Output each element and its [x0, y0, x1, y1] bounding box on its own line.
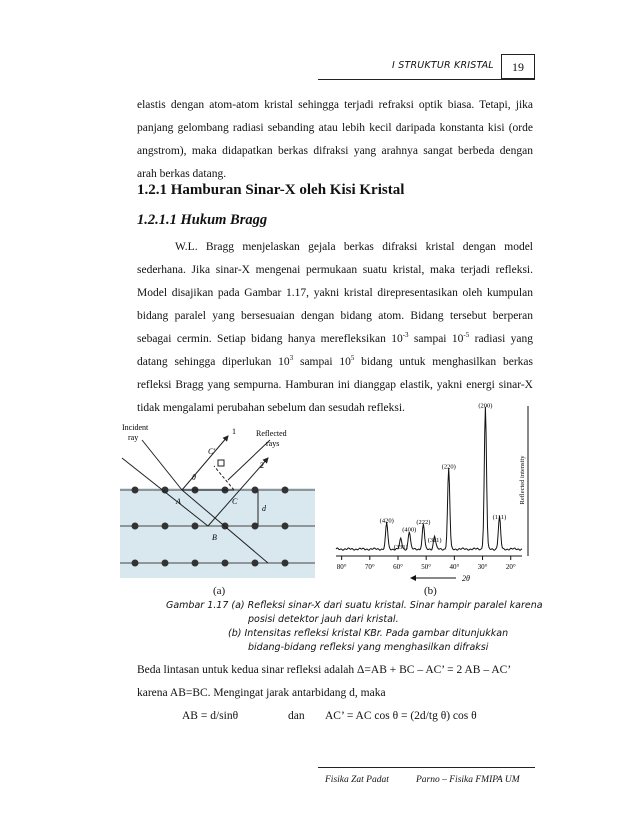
x-tick-label: 20° — [505, 563, 516, 571]
atom — [192, 560, 199, 567]
path-difference-line1: Beda lintasan untuk kedua sinar refleksi adalah Δ=AB + BC – AC’ = 2 AB – AC’ — [137, 664, 512, 676]
point-c-prime-label: C' — [208, 447, 216, 456]
reflected-label: rays — [266, 439, 280, 448]
sublabel-b: (b) — [424, 585, 437, 597]
perpendicular — [214, 466, 234, 490]
header-rule — [318, 79, 535, 80]
peak-label: (111) — [492, 513, 507, 521]
caption-b-line2: bidang-bidang refleksi yang menghasilkan difraksi — [248, 642, 489, 653]
sublabel-a: (a) — [213, 585, 226, 597]
incident-label: Incident — [122, 423, 149, 432]
peak-label: (222) — [416, 519, 431, 527]
footer-right: Parno – Fisika FMIPA UM — [416, 775, 520, 785]
theta-label: θ — [192, 473, 196, 482]
atom — [162, 523, 169, 530]
x-axis-label: 2θ — [462, 574, 470, 583]
atom — [282, 487, 289, 494]
running-title: I STRUKTUR KRISTAL — [392, 60, 494, 71]
section-heading: 1.2.1 Hamburan Sinar-X oleh Kisi Kristal — [137, 182, 405, 198]
reflected-ray-1 — [182, 436, 228, 490]
incident-label: ray — [128, 433, 139, 442]
page-number: 19 — [501, 54, 535, 79]
footer-left: Fisika Zat Padat — [325, 775, 389, 785]
intensity-trace — [336, 407, 522, 550]
equation-ac-prime: AC’ = AC cos θ = (2d/tg θ) cos θ — [325, 710, 477, 722]
equation-and: dan — [288, 710, 305, 722]
atom — [132, 523, 139, 530]
equation-ab: AB = d/sinθ — [182, 710, 239, 722]
x-tick-label: 40° — [449, 563, 460, 571]
atom — [252, 560, 259, 567]
peak-label: (331) — [393, 543, 408, 551]
footer-rule — [318, 767, 535, 768]
atom — [132, 487, 139, 494]
x-tick-label: 80° — [336, 563, 347, 571]
path-difference-line2: karena AB=BC. Mengingat jarak antarbidang d, maka — [137, 687, 386, 699]
point-a-label: A — [176, 497, 181, 506]
x-tick-label: 70° — [364, 563, 375, 571]
x-tick-label: 30° — [477, 563, 488, 571]
atom — [132, 560, 139, 567]
bragg-reflection-diagram — [120, 418, 315, 580]
point-c-label: C — [232, 497, 238, 506]
intro-paragraph: elastis dengan atom-atom kristal sehingga terjadi refraksi optik biasa. Tetapi, jika panjang gelombang radiasi sebanding atau lebih kecil daripada konstanta kisi (orde angstrom), maka didapatkan berkas difraksi yang arahnya sangat berbeda dengan arah berkas datang. — [137, 99, 533, 180]
incident-ray-1 — [142, 440, 182, 490]
atom — [252, 523, 259, 530]
atom — [282, 560, 289, 567]
reflected-ray-extra — [228, 440, 270, 480]
caption-b-line1: (b) Intensitas refleksi kristal KBr. Pada gambar ditunjukkan — [228, 628, 509, 639]
peak-label: (311) — [427, 536, 442, 544]
peak-label: (420) — [379, 517, 394, 525]
ray-2-label: 2 — [260, 461, 264, 470]
caption-a-line2: posisi detektor jauh dari kristal. — [248, 614, 399, 625]
point-b-label: B — [212, 533, 217, 542]
peak-label: (200) — [478, 402, 493, 410]
reflected-label: Reflected — [256, 429, 287, 438]
x-tick-label: 50° — [421, 563, 432, 571]
caption-a-line1: Gambar 1.17 (a) Refleksi sinar-X dari suatu kristal. Sinar hampir paralel karena — [166, 600, 543, 611]
bragg-paragraph: W.L. Bragg menjelaskan gejala berkas difraksi kristal dengan model sederhana. Jika sinar-X mengenai permukaan suatu kristal, maka terjadi refleksi. Model disajikan pada Gambar 1.17, yakni kristal direpresentasikan oleh kumpulan bidang paralel yang bersesuaian dengan bidang atom. Bidang tersebut berperan sebagai cermin. Setiap bidang hanya merefleksikan $10^{-3}$ sampai $10^{-5}$ radiasi yang datang sehingga diperlukan $10^3$ sampai $10^5$ bidang untuk menghasilkan berkas refleksi Bragg yang sempurna. Hamburan ini dianggap elastik, yakni energi sinar-X tidak mengalami perubahan sebelum dan sesudah refleksi. — [137, 241, 533, 414]
x-axis-arrowhead — [410, 575, 416, 581]
atom — [282, 523, 289, 530]
subsection-heading: 1.2.1.1 Hukum Bragg — [137, 212, 268, 228]
atom — [222, 560, 229, 567]
ray-1-label: 1 — [232, 427, 236, 436]
atom — [252, 487, 259, 494]
peak-label: (400) — [402, 526, 417, 534]
right-angle-mark — [218, 460, 224, 466]
y-axis-label: Reflected intensity — [519, 455, 526, 505]
x-tick-label: 60° — [393, 563, 403, 571]
spacing-label: d — [262, 504, 266, 513]
kbr-diffraction-chart — [326, 400, 536, 585]
atom — [192, 523, 199, 530]
peak-label: (220) — [441, 463, 456, 471]
atom — [162, 560, 169, 567]
